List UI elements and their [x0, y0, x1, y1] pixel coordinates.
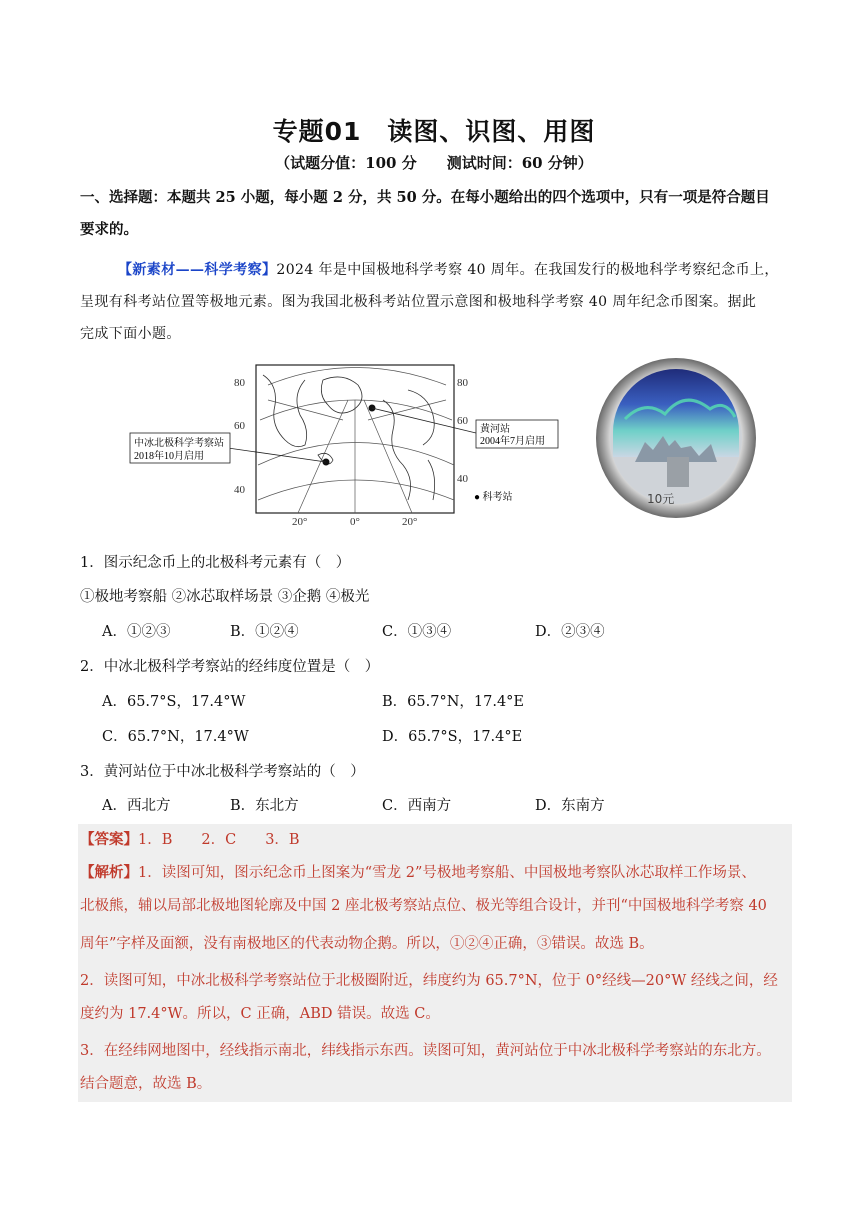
analysis-text-1: 1．读图可知，图示纪念币上图案为“雪龙 2”号极地考察船、中国极地考察队冰芯取样工作场景、	[138, 865, 756, 881]
question-1-items: ①极地考察船 ②冰芯取样场景 ③企鹅 ④极光	[80, 589, 370, 605]
analysis-line-6: 3．在经纬网地图中，经线指示南北，纬线指示东西。读图可知，黄河站位于中冰北极科学考察站的东北方。	[80, 1043, 771, 1059]
q3-option-c[interactable]: C．西南方	[382, 798, 452, 814]
q3-option-d[interactable]: D．东南方	[535, 798, 605, 814]
analysis-line-4: 2．读图可知，中冰北极科学考察站位于北极圈附近，纬度约为 65.7°N，位于 0°经线—20°W 经线之间，经	[80, 973, 778, 989]
material-line-1	[80, 254, 792, 286]
page-subtitle: （试题分值：100 分 测试时间：60 分钟）	[275, 154, 593, 172]
q2-option-b[interactable]: B．65.7°N，17.4°E	[382, 694, 524, 710]
analysis-tag: 【解析】	[80, 864, 138, 881]
lat-label-right-80: 80	[457, 377, 468, 389]
analysis-line-3: 周年”字样及面额，没有南极地区的代表动物企鹅。所以，①②④正确，③错误。故选 B。	[80, 936, 654, 952]
answer-line	[80, 824, 790, 856]
page-title: 专题01 读图、识图、用图	[272, 117, 596, 146]
q1-option-b[interactable]: B．①②④	[230, 624, 299, 640]
material-line-2: 呈现有科考站位置等极地元素。图为我国北极科考站位置示意图和极地科学考察 40 周年纪念币图案。据此	[80, 294, 757, 310]
station1-date: 2018年10月启用	[134, 451, 204, 462]
instruction-line-1: 一、选择题：本题共 25 小题，每小题 2 分，共 50 分。在每小题给出的四个选项中，只有一项是符合题目	[80, 189, 770, 206]
analysis-line-2: 北极熊，辅以局部北极地图轮廓及中国 2 座北极考察站点位、极光等组合设计，并刊“中国极地科学考察 40	[80, 898, 767, 914]
material-line-3: 完成下面小题。	[80, 326, 181, 342]
station1-name: 中冰北极科学考察站	[134, 438, 224, 449]
researcher-figures	[667, 457, 689, 487]
q3-option-b[interactable]: B．东北方	[230, 798, 299, 814]
instruction-line-2: 要求的。	[80, 221, 138, 238]
arctic-station-map	[128, 360, 568, 530]
analysis-line-1	[80, 857, 790, 889]
lat-label-right-60: 60	[457, 415, 468, 427]
lat-label-right-40: 40	[457, 473, 468, 485]
q1-option-a[interactable]: A．①②③	[102, 624, 171, 640]
map-legend: ● 科考站	[474, 492, 513, 503]
commemorative-coin	[595, 357, 757, 519]
lat-label-left-40: 40	[234, 484, 245, 496]
q2-option-a[interactable]: A．65.7°S，17.4°W	[102, 694, 246, 710]
analysis-line-7: 结合题意，故选 B。	[80, 1076, 212, 1092]
station2-date: 2004年7月启用	[480, 436, 545, 447]
lon-label-20e: 20°	[402, 516, 418, 528]
question-1-stem: 1．图示纪念币上的北极科考元素有（ ）	[80, 555, 351, 571]
material-paragraph	[80, 254, 792, 350]
q2-option-d[interactable]: D．65.7°S，17.4°E	[382, 729, 523, 745]
q1-option-d[interactable]: D．②③④	[535, 624, 605, 640]
lat-label-left-60: 60	[234, 420, 245, 432]
section-instruction	[80, 182, 792, 246]
coin-denomination: 10元	[647, 492, 675, 506]
q3-option-a[interactable]: A．西北方	[102, 798, 171, 814]
material-tag: 【新素材——科学考察】	[118, 262, 277, 278]
q1-option-c[interactable]: C．①③④	[382, 624, 452, 640]
lon-label-0: 0°	[350, 516, 360, 528]
q2-option-c[interactable]: C．65.7°N，17.4°W	[102, 729, 249, 745]
question-2-stem: 2．中冰北极科学考察站的经纬度位置是（ ）	[80, 659, 380, 675]
answer-tag: 【答案】	[80, 831, 138, 848]
lon-label-20w: 20°	[292, 516, 308, 528]
analysis-line-5: 度约为 17.4°W。所以，C 正确，ABD 错误。故选 C。	[80, 1006, 440, 1022]
lat-label-left-80: 80	[234, 377, 245, 389]
answer-text: 1．B 2．C 3．B	[138, 832, 300, 848]
station2-name: 黄河站	[480, 424, 510, 435]
material-line-1-text: 2024 年是中国极地科学考察 40 周年。在我国发行的极地科学考察纪念币上，	[276, 262, 779, 278]
question-3-stem: 3．黄河站位于中冰北极科学考察站的（ ）	[80, 764, 365, 780]
